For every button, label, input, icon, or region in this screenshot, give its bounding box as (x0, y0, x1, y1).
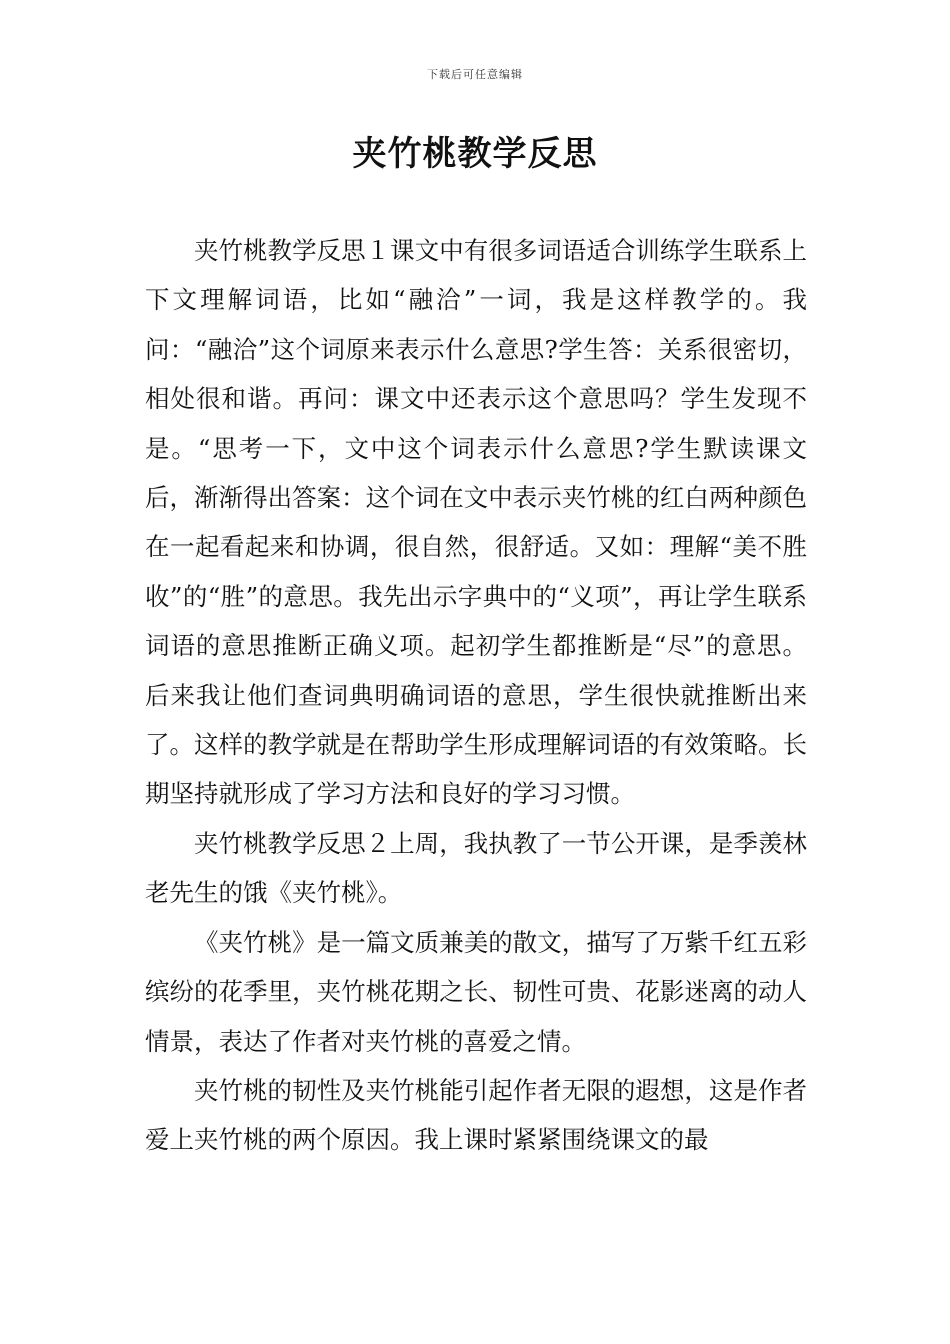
paragraph-3: 《夹竹桃》是一篇文质兼美的散文，描写了万紫千红五彩缤纷的花季里，夹竹桃花期之长、韧性可贵、花影迷离的动人情景，表达了作者对夹竹桃的喜爱之情。 (145, 927, 807, 1056)
paragraph-1: 夹竹桃教学反思１课文中有很多词语适合训练学生联系上下文理解词语，比如“融洽”一词，我是这样教学的。我问：“融洽”这个词原来表示什么意思?学生答：关系很密切，相处很和谐。再问：课文中还表示这个意思吗？学生发现不是。“思考一下，文中这个词表示什么意思?学生默读课文后，渐渐得出答案：这个词在文中表示夹竹桃的红白两种颜色在一起看起来和协调，很自然，很舒适。又如：理解“美不胜收”的“胜”的意思。我先出示字典中的“义项”，再让学生联系词语的意思推断正确义项。起初学生都推断是“尽”的意思。后来我让他们查词典明确词语的意思，学生很快就推断出来了。这样的教学就是在帮助学生形成理解词语的有效策略。长期坚持就形成了学习方法和良好的学习习惯。 (145, 236, 807, 809)
paragraph-2: 夹竹桃教学反思２上周，我执教了一节公开课，是季羡林老先生的饿《夹竹桃》。 (145, 828, 807, 908)
header-note: 下载后可任意编辑 (427, 68, 523, 81)
document-title: 夹竹桃教学反思 (352, 134, 598, 174)
document-body (145, 226, 807, 1165)
paragraph-4: 夹竹桃的韧性及夹竹桃能引起作者无限的遐想，这是作者爱上夹竹桃的两个原因。我上课时紧紧围绕课文的最 (145, 1075, 807, 1155)
